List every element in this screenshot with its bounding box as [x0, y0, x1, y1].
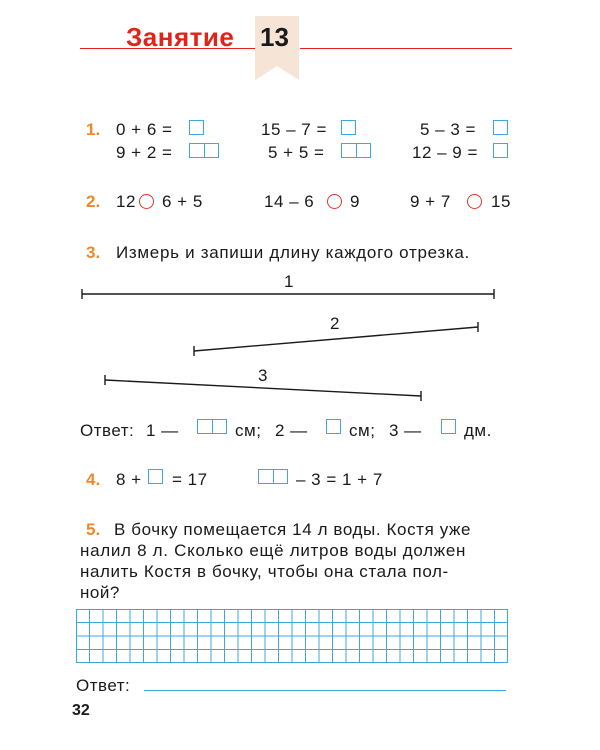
ans-part-4: см;: [349, 421, 376, 440]
t4-eq2-right: – 3 = 1 + 7: [296, 470, 383, 489]
task-1-number: 1.: [86, 120, 101, 139]
task-5-answer-label: Ответ:: [76, 676, 131, 695]
t1-expr-3: 5 – 3 =: [420, 120, 476, 139]
answer-line[interactable]: [144, 690, 506, 691]
answer-box[interactable]: [441, 419, 456, 434]
task-5-line-1: В бочку помещается 14 л воды. Костя уже: [114, 520, 472, 539]
answer-box[interactable]: [493, 120, 508, 135]
task-4-number: 4.: [86, 470, 101, 489]
compare-circle[interactable]: [327, 194, 342, 209]
task-3-answer-label: Ответ:: [80, 421, 135, 440]
segment-label-2: 2: [330, 314, 340, 333]
answer-box-double[interactable]: [258, 469, 288, 484]
t4-eq1-right: = 17: [172, 470, 208, 489]
answer-box[interactable]: [326, 419, 341, 434]
segments-figure: [0, 260, 600, 410]
t2-left-1: 12: [116, 192, 136, 211]
t1-expr-2: 15 – 7 =: [261, 120, 327, 139]
t1-expr-5: 5 + 5 =: [268, 143, 325, 162]
t2-right-2: 9: [350, 192, 360, 211]
segment-label-3: 3: [258, 366, 268, 385]
answer-box-double[interactable]: [189, 143, 219, 158]
answer-box[interactable]: [148, 469, 163, 484]
answer-box[interactable]: [493, 143, 508, 158]
lesson-number: 13: [260, 22, 289, 52]
answer-box[interactable]: [341, 120, 356, 135]
header-rule-right: [300, 48, 512, 49]
compare-circle[interactable]: [139, 194, 154, 209]
answer-box-double[interactable]: [197, 419, 227, 434]
task-3-text: Измерь и запиши длину каждого отрезка.: [116, 243, 470, 262]
t2-left-3: 9 + 7: [410, 192, 451, 211]
lesson-title: Занятие: [126, 22, 235, 52]
ans-part-2: см;: [235, 421, 262, 440]
t4-eq1-left: 8 +: [116, 470, 142, 489]
ans-part-3: 2 —: [275, 421, 308, 440]
segment-label-1: 1: [284, 272, 294, 291]
task-3-number: 3.: [86, 243, 101, 262]
compare-circle[interactable]: [467, 194, 482, 209]
task-2-number: 2.: [86, 192, 101, 211]
answer-box-double[interactable]: [341, 143, 371, 158]
task-5-line-3: налить Костя в бочку, чтобы она стала пол-: [80, 562, 449, 581]
t2-right-3: 15: [491, 192, 511, 211]
ans-part-6: дм.: [464, 421, 492, 440]
t1-expr-1: 0 + 6 =: [116, 120, 173, 139]
answer-box[interactable]: [189, 120, 204, 135]
task-5-line-2: налил 8 л. Сколько ещё литров воды должен: [80, 541, 467, 560]
t1-expr-4: 9 + 2 =: [116, 143, 173, 162]
task-5-line-4: ной?: [80, 583, 120, 602]
page-number: 32: [72, 702, 90, 719]
ans-part-1: 1 —: [146, 421, 179, 440]
t2-left-2: 14 – 6: [264, 192, 315, 211]
t1-expr-6: 12 – 9 =: [412, 143, 478, 162]
answer-grid[interactable]: [76, 609, 508, 663]
task-5-number: 5.: [86, 520, 101, 539]
ans-part-5: 3 —: [389, 421, 422, 440]
t2-right-1: 6 + 5: [162, 192, 203, 211]
